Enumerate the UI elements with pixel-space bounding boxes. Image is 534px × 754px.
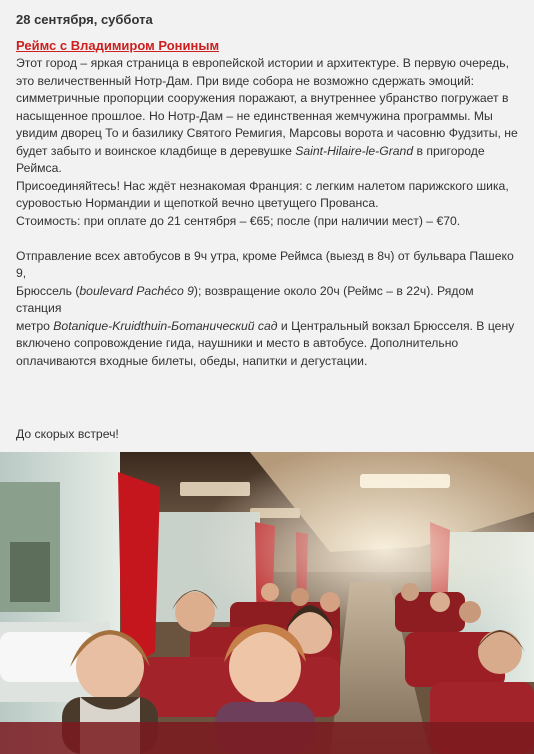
event-title-link[interactable]: Реймс с Владимиром Рониным xyxy=(16,38,220,53)
departure-line: оплачиваются входные билеты, обеды, напитки и дегустации. xyxy=(16,353,368,368)
text-fragment: ); возвращение около 20ч (Реймс – в 22ч). Рядом станция xyxy=(16,283,474,315)
invite-line: Присоединяйтесь! Нас ждёт незнакомая Франция: с легким налетом парижского шика, xyxy=(16,178,509,193)
event-description xyxy=(14,55,520,230)
place-name-italic: Saint-Hilaire-le-Grand xyxy=(295,143,414,158)
departure-line: включено сопровождение гида, наушники и место в автобусе. Дополнительно xyxy=(16,336,459,350)
text-fragment: и Центральный вокзал Брюсселя. В цену xyxy=(277,318,515,333)
date-heading: 28 сентября, суббота xyxy=(16,12,153,27)
price-line: Стоимость: при оплате до 21 сентября – €65; после (при наличии мест) – €70. xyxy=(16,213,461,228)
departure-line xyxy=(16,318,520,336)
departure-line: Отправление всех автобусов в 9ч утра, кроме Реймса (выезд в 8ч) от бульвара Пашеко 9, xyxy=(16,248,514,280)
description-line: Этот город – яркая страница в европейской истории и архитектуре. В первую очередь, xyxy=(16,56,510,70)
invite-line: суровостью Нормандии и щепоткой вечно цветущего Прованса. xyxy=(16,196,379,210)
address-italic: boulevard Pachéco 9 xyxy=(79,283,194,298)
description-line xyxy=(16,143,520,161)
spacer xyxy=(14,370,520,408)
description-line: Реймса. xyxy=(16,161,62,175)
text-fragment: метро xyxy=(16,318,54,333)
bus-interior-photo xyxy=(0,452,534,754)
description-line: увидим дворец То и базилику Святого Ремигия, Марсовы ворота и часовню Фудзиты, не xyxy=(16,126,518,140)
bus-photo-illustration xyxy=(0,452,534,754)
spacer xyxy=(14,408,520,426)
description-line: симметричные пропорции сооружения поражают, а внутреннее убранство погружает в xyxy=(16,91,509,105)
text-fragment: будет забыто и воинское кладбище в деревушке xyxy=(16,143,296,158)
description-line: насыщенное прошлое. Но Нотр-Дам – не единственная жемчужина программы. Мы xyxy=(16,108,493,123)
text-fragment: Брюссель ( xyxy=(16,283,80,298)
departure-info xyxy=(14,248,520,371)
departure-line xyxy=(16,283,520,318)
farewell-text: До скорых встреч! xyxy=(16,426,119,441)
spacer xyxy=(14,230,520,248)
text-fragment: в пригороде xyxy=(413,143,485,158)
metro-station-italic: Botanique-Kruidthuin-Ботанический сад xyxy=(53,318,278,333)
description-line: это величественный Нотр-Дам. При виде собора не возможно сдержать эмоций: xyxy=(16,73,475,88)
